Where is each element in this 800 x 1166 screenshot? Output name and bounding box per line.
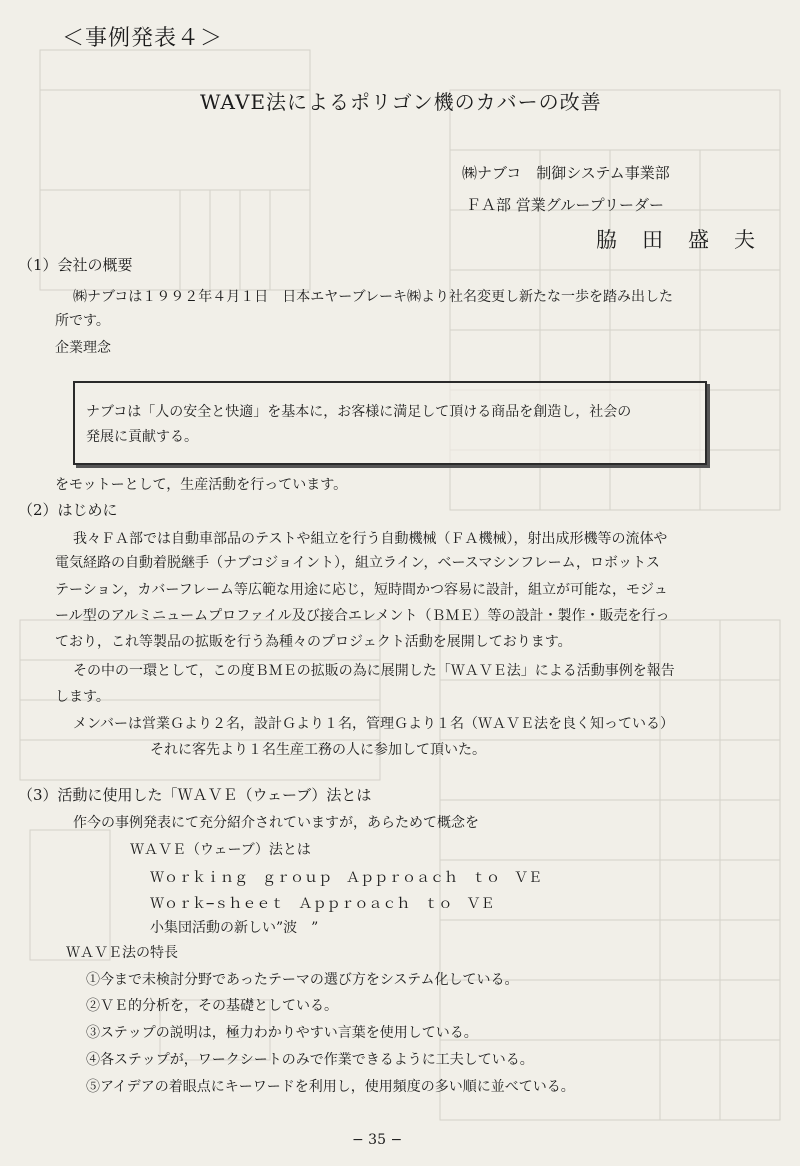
section-2-line: します。 <box>55 689 110 705</box>
philosophy-box <box>73 381 707 465</box>
section-2-line: 我々ＦＡ部では自動車部品のテストや組立を行う自動機械（ＦＡ機械），射出成形機等の流体や <box>73 531 668 547</box>
section-2-line: メンバーは営業Ｇより２名，設計Ｇより１名，管理Ｇより１名（ＷＡＶＥ法を良く知っている） <box>73 716 675 732</box>
section-1-heading: （1）会社の概要 <box>18 256 133 274</box>
philosophy-text-cont: 発展に貢献する。 <box>86 429 198 445</box>
section-2-line: ており，これ等製品の拡販を行う為種々のプロジェクト活動を展開しております。 <box>55 634 572 650</box>
section-2-line: ール型のアルミニュームプロファイル及び接合エレメント（ＢＭＥ）等の設計・製作・販売を行っ <box>55 608 670 624</box>
event-tag: ＜事例発表４＞ <box>62 26 224 51</box>
section-1-paragraph: ㈱ナブコは１９９２年４月１日 日本エヤーブレーキ㈱より社名変更し新たな一歩を踏み出した <box>73 289 674 305</box>
features-label: ＷＡＶＥ法の特長 <box>66 945 178 961</box>
company-name: ㈱ナブコ 制御システム事業部 <box>462 164 670 182</box>
section-2-line: テーション，カバーフレーム等広範な用途に応じ，短時間かつ容易に設計，組立が可能な，モジュ <box>55 582 668 598</box>
section-2-line: その中の一環として，この度ＢＭＥの拡販の為に展開した「ＷＡＶＥ法」による活動事例を報告 <box>73 663 675 679</box>
philosophy-label: 企業理念 <box>55 340 111 356</box>
page-title: WAVE法によるポリゴン機のカバーの改善 <box>200 90 602 114</box>
section-3-heading: （3）活動に使用した「ＷＡＶＥ（ウェーブ）法とは <box>18 786 372 804</box>
author-position: ＦＡ部 営業グループリーダー <box>466 196 664 214</box>
section-2-line: 電気経路の自動着脱継手（ナブコジョイント），組立ライン，ベースマシンフレーム，ロボットス <box>55 555 660 571</box>
section-2-heading: （2）はじめに <box>18 501 118 519</box>
section-1-paragraph-cont: 所です。 <box>55 313 110 329</box>
wave-definition: Ｗｏｒｋｉｎｇ ｇｒｏｕｐ Ａｐｐｒｏａｃｈ ｔｏ ＶＥ <box>150 870 542 886</box>
feature-item: ③ステップの説明は，極力わかりやすい言葉を使用している。 <box>86 1025 478 1041</box>
feature-item: ⑤アイデアの着眼点にキーワードを利用し，使用頻度の多い順に並べている。 <box>86 1079 575 1095</box>
feature-item: ①今まで未検討分野であったテーマの選び方をシステム化している。 <box>86 972 519 988</box>
feature-item: ②ＶＥ的分析を，その基礎としている。 <box>86 998 338 1014</box>
section-2-line: それに客先より１名生産工務の人に参加して頂いた。 <box>150 742 486 758</box>
page-number: − 35 − <box>352 1132 403 1148</box>
author-name: 脇 田 盛 夫 <box>596 228 757 252</box>
philosophy-text: ナブコは「人の安全と快適」を基本に，お客様に満足して頂ける商品を創造し，社会の <box>86 404 632 420</box>
wave-definition: 小集団活動の新しい”波 ” <box>150 920 319 936</box>
section-3-intro: 作今の事例発表にて充分紹介されていますが，あらためて概念を <box>73 815 479 831</box>
motto-sentence: をモットーとして，生産活動を行っています。 <box>55 477 348 493</box>
wave-definition: Ｗｏｒｋ−ｓｈｅｅｔ Ａｐｐｒｏａｃｈ ｔｏ ＶＥ <box>150 896 495 912</box>
feature-item: ④各ステップが，ワークシートのみで作業できるように工夫している。 <box>86 1052 534 1068</box>
wave-label: ＷＡＶＥ（ウェーブ）法とは <box>130 842 311 858</box>
